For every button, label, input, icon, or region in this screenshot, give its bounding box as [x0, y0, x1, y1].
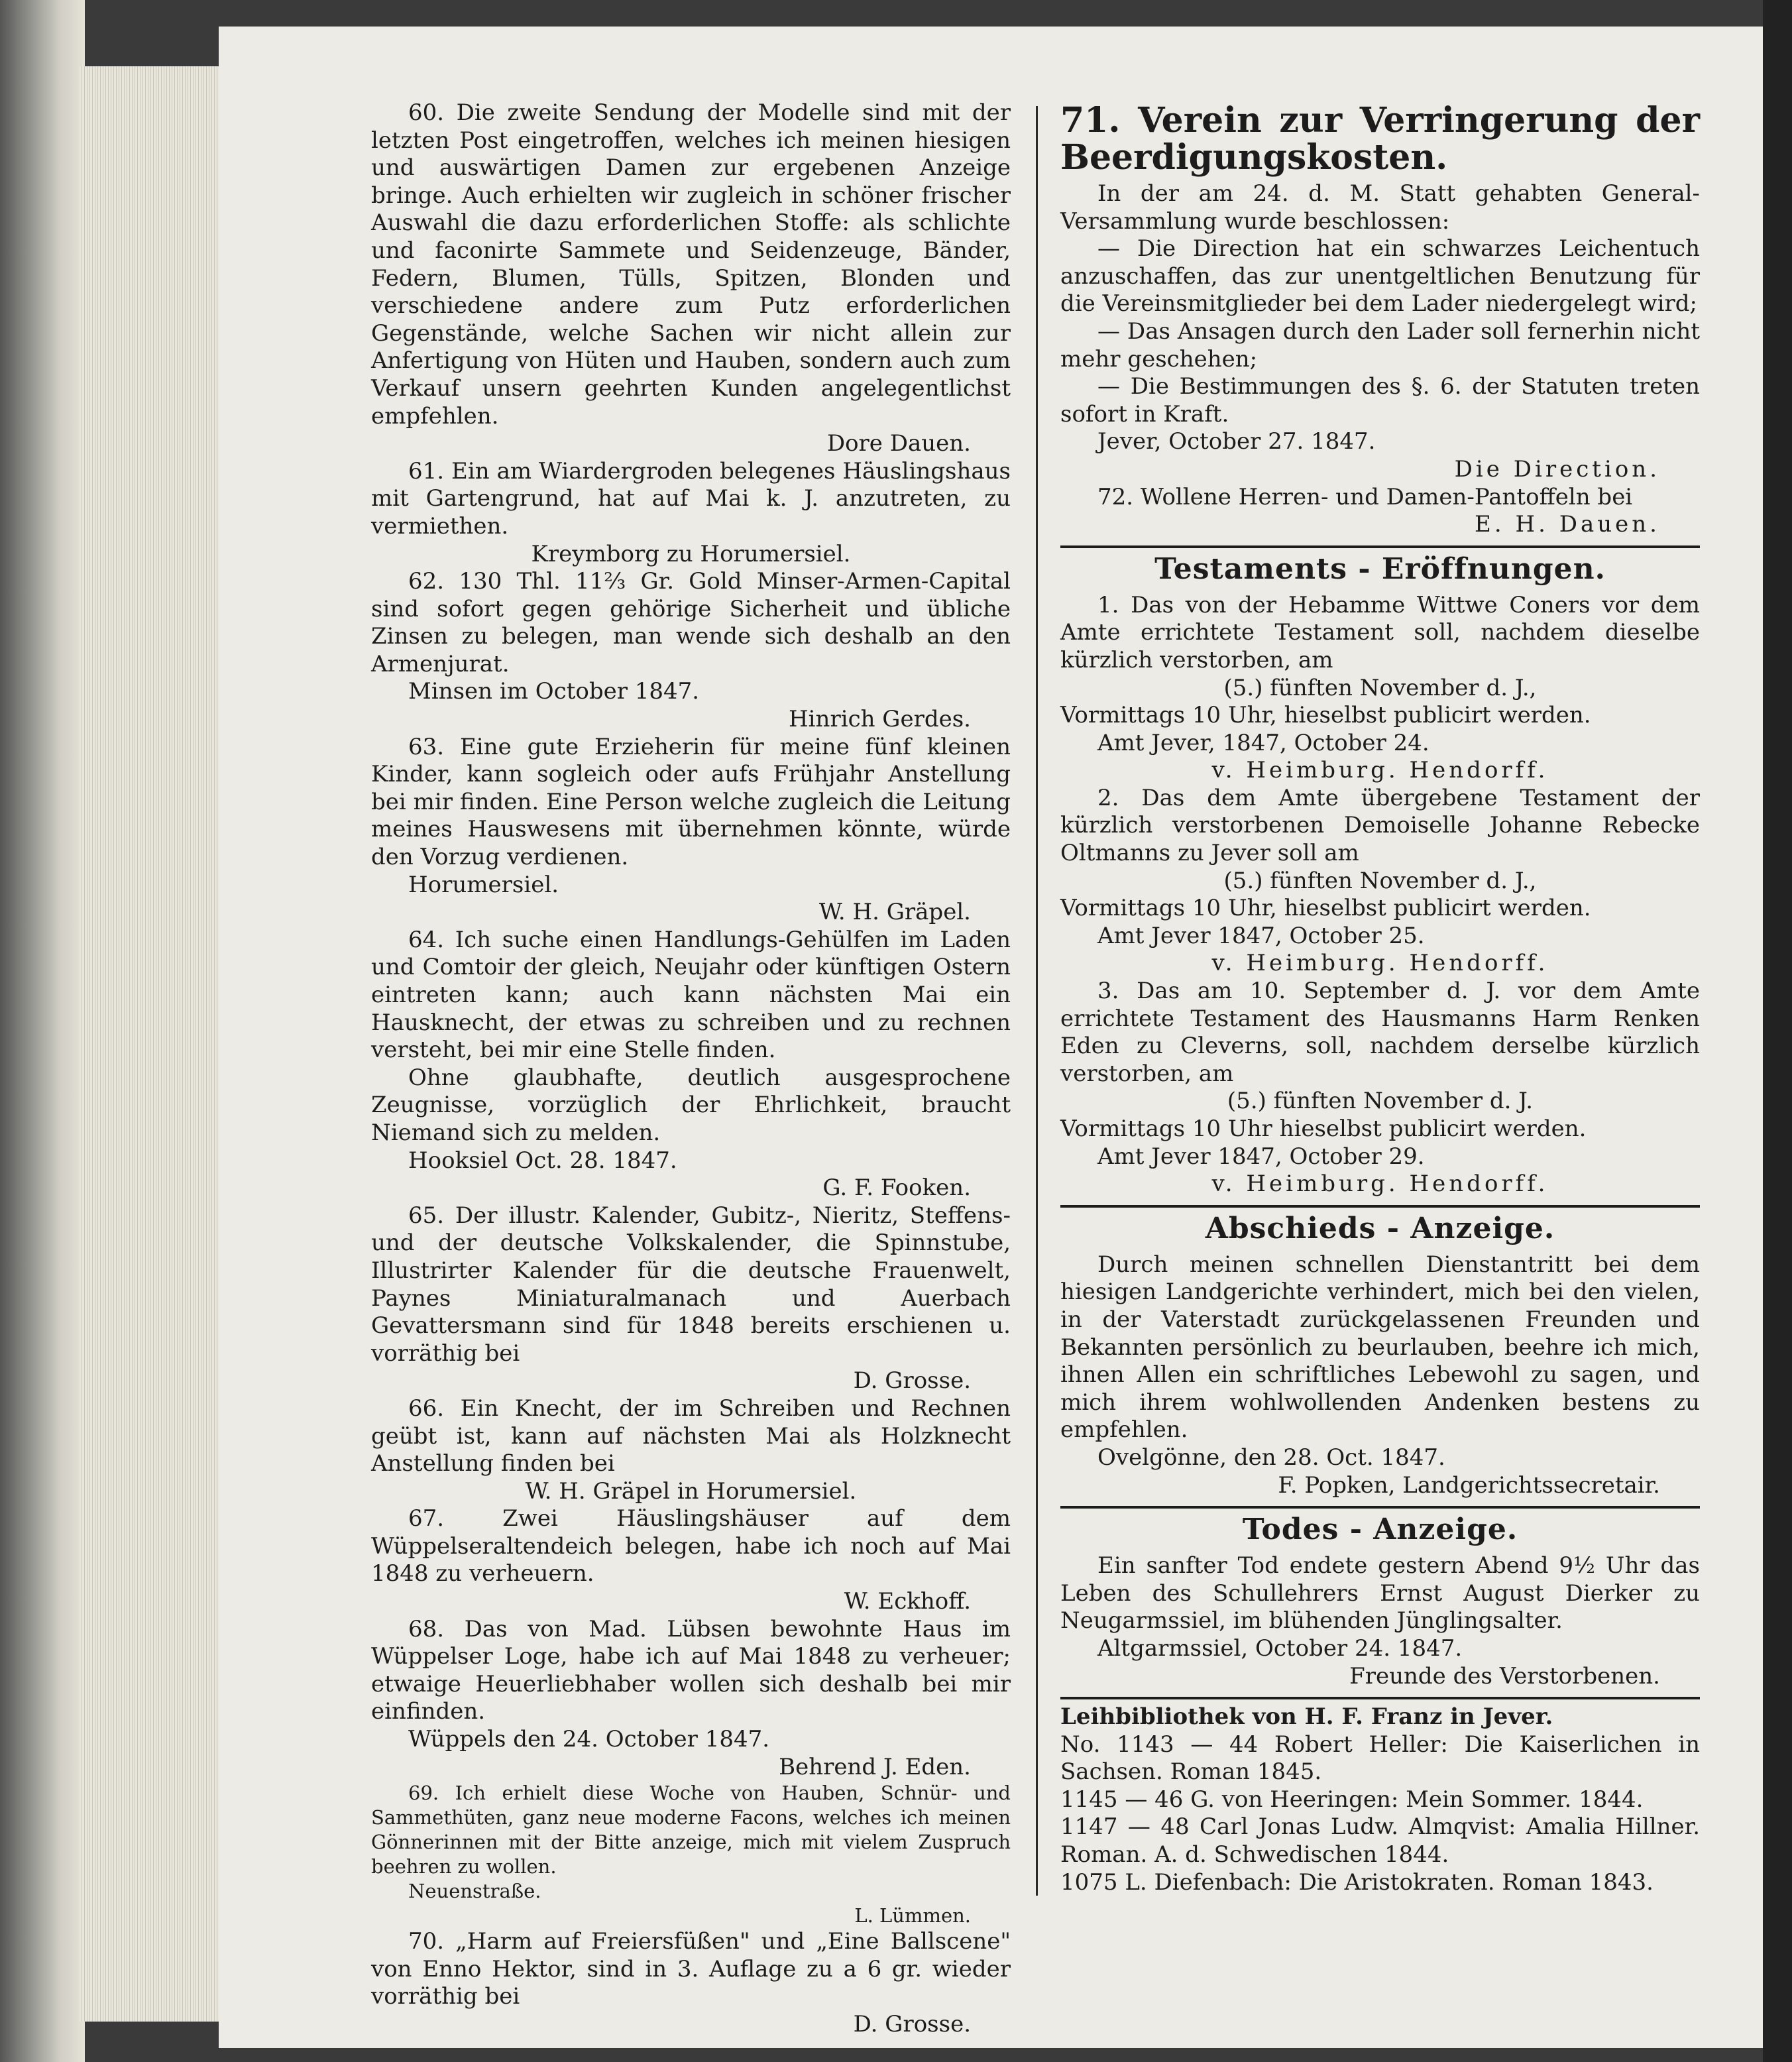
- ad-71-item-a: — Die Direction hat ein schwarzes Leichentuch anzuschaffen, das zur unentgeltlichen Benutzung für die Vereinsmitglieder bei dem Lader niedergelegt wird;: [1060, 235, 1700, 317]
- ad-70-signature: D. Grosse.: [853, 2011, 971, 2037]
- ad-69: 69. Ich erhielt diese Woche von Hauben, Schnür- und Sammethüten, ganz neue moderne Facons, welches ich meinen Gönnerinnen mit der Bitte anzeige, mich mit vielem Zuspruch beehren zu wollen.: [371, 1782, 1011, 1878]
- testament-3-date: (5.) fünften November d. J.: [1227, 1088, 1534, 1115]
- ad-69-place: Neuenstraße.: [408, 1880, 541, 1903]
- testament-3-time: Vormittags 10 Uhr hieselbst publicirt werden.: [1060, 1116, 1587, 1142]
- testament-1-place: Amt Jever, 1847, October 24.: [1097, 729, 1429, 756]
- ad-61-signature: Kreymborg zu Horumersiel.: [531, 540, 851, 567]
- todes-signature: Freunde des Verstorbenen.: [1349, 1662, 1660, 1690]
- todes-title: Todes - Anzeige.: [1242, 1513, 1518, 1547]
- testaments-title: Testaments - Eröffnungen.: [1154, 551, 1606, 586]
- leihbibliothek-entry: 1145 — 46 G. von Heeringen: Mein Sommer. 1844.: [1060, 1786, 1644, 1813]
- testament-1-time: Vormittags 10 Uhr, hieselbst publicirt werden.: [1060, 702, 1591, 729]
- section-rule: [1060, 1205, 1700, 1208]
- testament-2: 2. Das dem Amte übergebene Testament der kürzlich verstorbenen Demoiselle Johanne Rebecke Oltmanns zu Jever soll am: [1060, 784, 1700, 867]
- section-rule: [1060, 1506, 1700, 1509]
- testament-3: 3. Das am 10. September d. J. vor dem Amte errichtete Testament des Hausmanns Harm Renken Eden zu Cleverns, soll, nachdem derselbe kürzlich verstorben, am: [1060, 978, 1700, 1087]
- ad-68-place: Wüppels den 24. October 1847.: [408, 1726, 770, 1753]
- ad-63: 63. Eine gute Erzieherin für meine fünf kleinen Kinder, kann sogleich oder aufs Frühjahr Anstellung bei mir finden. Eine Person welche zugleich die Leitung meines Hauswesens mit übernehmen könnte, würde den Vorzug verdienen.: [371, 733, 1011, 871]
- testament-3-signature: v. Heimburg. Hendorff.: [1211, 1171, 1549, 1198]
- ad-72: 72. Wollene Herren- und Damen-Pantoffeln bei: [1097, 483, 1633, 510]
- ad-71-intro: In der am 24. d. M. Statt gehabten General-Versammlung wurde beschlossen:: [1060, 180, 1700, 235]
- ad-64-place: Hooksiel Oct. 28. 1847.: [408, 1147, 677, 1174]
- ad-68-signature: Behrend J. Eden.: [779, 1753, 971, 1780]
- column-divider: [1036, 106, 1038, 1896]
- ad-64-note: Ohne glaubhafte, deutlich ausgesprochene Zeugnisse, vorzüglich der Ehrlichkeit, braucht Niemand sich zu melden.: [371, 1064, 1011, 1146]
- section-rule: [1060, 545, 1700, 548]
- ad-71-date: Jever, October 27. 1847.: [1097, 428, 1376, 455]
- ad-62-place: Minsen im October 1847.: [408, 678, 700, 705]
- right-margin: [1763, 0, 1792, 2062]
- testament-2-time: Vormittags 10 Uhr, hieselbst publicirt werden.: [1060, 895, 1591, 922]
- right-column: [1060, 99, 1700, 1896]
- ad-71-signature: Die Direction.: [1454, 455, 1660, 483]
- leihbibliothek-entry: 1147 — 48 Carl Jonas Ludw. Almqvist: Amalia Hillner. Roman. A. d. Schwedischen 1844.: [1060, 1813, 1700, 1868]
- todes-text: Ein sanfter Tod endete gestern Abend 9½ Uhr das Leben des Schullehrers Ernst August Dierker zu Neugarmssiel, im blühenden Jünglingsalter.: [1060, 1552, 1700, 1634]
- ad-65: 65. Der illustr. Kalender, Gubitz-, Nieritz, Steffens- und der deutsche Volkskalender, die Spinnstube, Illustrirter Kalender für die deutsche Frauenwelt, Paynes Miniaturalmanach und Auerbach Gevattersmann sind für 1848 bereits erschienen u. vorräthig bei: [371, 1202, 1011, 1367]
- section-rule: [1060, 1697, 1700, 1699]
- ad-66-signature: W. H. Gräpel in Horumersiel.: [525, 1477, 857, 1505]
- abschied-title: Abschieds - Anzeige.: [1205, 1211, 1555, 1245]
- ad-72-signature: E. H. Dauen.: [1475, 511, 1660, 538]
- testament-2-date: (5.) fünften November d. J.,: [1223, 867, 1537, 894]
- ad-68: 68. Das von Mad. Lübsen bewohnte Haus im Wüppelser Loge, habe ich auf Mai 1848 zu verheuer; etwaige Heuerliebhaber wollen sich deshalb bei mir einfinden.: [371, 1615, 1011, 1725]
- ad-71-heading: 71. Verein zur Verringerung der Beerdigungskosten.: [1060, 100, 1700, 178]
- ad-63-signature: W. H. Gräpel.: [818, 899, 971, 926]
- testament-1: 1. Das von der Hebamme Wittwe Coners vor dem Amte errichtete Testament soll, nachdem dieselbe kürzlich verstorben, am: [1060, 591, 1700, 673]
- ad-67: 67. Zwei Häuslingshäuser auf dem Wüppelseraltendeich belegen, habe ich noch auf Mai 1848 zu verheuern.: [371, 1505, 1011, 1587]
- leihbibliothek-entry: No. 1143 — 44 Robert Heller: Die Kaiserlichen in Sachsen. Roman 1845.: [1060, 1731, 1700, 1786]
- leihbibliothek-entry: 1075 L. Diefenbach: Die Aristokraten. Roman 1843.: [1060, 1868, 1653, 1896]
- testament-2-place: Amt Jever 1847, October 25.: [1097, 922, 1425, 949]
- testament-3-place: Amt Jever 1847, October 29.: [1097, 1143, 1425, 1170]
- testament-2-signature: v. Heimburg. Hendorff.: [1211, 950, 1549, 977]
- ad-61: 61. Ein am Wiardergroden belegenes Häuslingshaus mit Gartengrund, hat auf Mai k. J. anzutreten, zu vermiethen.: [371, 457, 1011, 540]
- testament-1-date: (5.) fünften November d. J.,: [1223, 674, 1537, 701]
- ad-62: 62. 130 Thl. 11⅔ Gr. Gold Minser-Armen-Capital sind sofort gegen gehörige Sicherheit und übliche Zinsen zu belegen, man wende sich deshalb an den Armenjurat.: [371, 568, 1011, 677]
- todes-place: Altgarmssiel, October 24. 1847.: [1097, 1634, 1463, 1662]
- ad-71-item-b: — Das Ansagen durch den Lader soll fernerhin nicht mehr geschehen;: [1060, 317, 1700, 372]
- ad-60-signature: Dore Dauen.: [826, 430, 971, 457]
- abschied-text: Durch meinen schnellen Dienstantritt bei dem hiesigen Landgerichte verhindert, mich bei den vielen, in der Vaterstadt zurückgelassenen Freunden und Bekannten persönlich zu beurlauben, beehre ich mich, ihnen Allen ein schriftliches Lebewohl zu sagen, und mich ihrem wohlwollenden Andenken bestens zu empfehlen.: [1060, 1251, 1700, 1444]
- ad-67-signature: W. Eckhoff.: [844, 1588, 971, 1615]
- ad-69-signature: L. Lümmen.: [854, 1904, 971, 1927]
- ad-66: 66. Ein Knecht, der im Schreiben und Rechnen geübt ist, kann auf nächsten Mai als Holzknecht Anstellung finden bei: [371, 1395, 1011, 1477]
- testament-1-signature: v. Heimburg. Hendorff.: [1211, 757, 1549, 784]
- ad-65-signature: D. Grosse.: [853, 1367, 971, 1395]
- left-column: [371, 99, 1011, 2039]
- abschied-place: Ovelgönne, den 28. Oct. 1847.: [1097, 1444, 1445, 1471]
- ad-63-place: Horumersiel.: [408, 871, 559, 898]
- leihbibliothek-title: Leihbibliothek von H. F. Franz in Jever.: [1060, 1703, 1553, 1731]
- ad-60: 60. Die zweite Sendung der Modelle sind mit der letzten Post eingetroffen, welches ich meinen hiesigen und auswärtigen Damen zur ergebenen Anzeige bringe. Auch erhielten wir zugleich in schöner frischer Auswahl die dazu erforderlichen Stoffe: als schlichte und faconirte Sammete und Seidenzeuge, Bänder, Federn, Blumen, Tülls, Spitzen, Blonden und verschiedene andere zum Putz erforderlichen Gegenstände, welche Sachen wir nicht allein zur Anfertigung von Hüten und Hauben, sondern auch zum Verkauf unsern geehrten Kunden angelegentlichst empfehlen.: [371, 99, 1011, 430]
- ad-62-signature: Hinrich Gerdes.: [789, 706, 971, 733]
- ad-64: 64. Ich suche einen Handlungs-Gehülfen im Laden und Comtoir der gleich, Neujahr oder künftigen Ostern eintreten kann; auch kann nächsten Mai ein Hausknecht, der etwas zu schreiben und zu rechnen versteht, bei mir eine Stelle finden.: [371, 926, 1011, 1064]
- ad-70: 70. „Harm auf Freiersfüßen" und „Eine Ballscene" von Enno Hektor, sind in 3. Auflage zu a 6 gr. wieder vorräthig bei: [371, 1928, 1011, 2010]
- book-edge: [0, 0, 85, 2062]
- ad-71-item-c: — Die Bestimmungen des §. 6. der Statuten treten sofort in Kraft.: [1060, 373, 1700, 428]
- abschied-signature: F. Popken, Landgerichtssecretair.: [1278, 1471, 1660, 1499]
- ad-64-signature: G. F. Fooken.: [822, 1174, 971, 1202]
- page-stack: [80, 66, 239, 2022]
